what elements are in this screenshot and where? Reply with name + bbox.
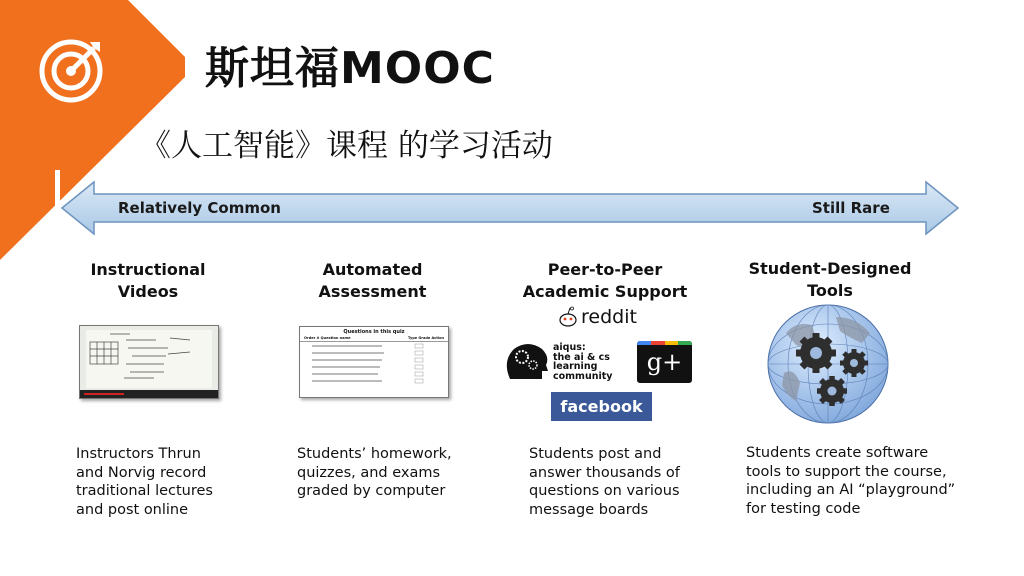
description-tools (746, 444, 955, 518)
facebook-logo: facebook (551, 392, 652, 421)
target-logo-icon (38, 38, 104, 104)
description-line: Students post and (529, 446, 662, 462)
description-line: answer thousands of (529, 464, 680, 481)
description-line: questions on various (529, 483, 680, 499)
heading-line: Videos (117, 282, 179, 301)
heading-line: Student-Designed (748, 259, 912, 278)
column-heading-peer-support (505, 259, 705, 303)
reddit-alien-icon (557, 306, 579, 328)
aiqus-line: the ai & cs (553, 351, 610, 363)
aiqus-text (553, 343, 612, 381)
description-line: Students create software (746, 445, 929, 461)
column-heading-assessment (290, 259, 455, 303)
google-plus-wordmark: g+ (646, 348, 683, 376)
description-line: and post online (76, 501, 189, 518)
description-line: traditional lectures (76, 483, 213, 499)
aiqus-line: learning (553, 361, 598, 372)
quiz-rows-graphic (300, 342, 448, 397)
description-line: quizzes, and exams (297, 464, 441, 481)
heading-line: Academic Support (522, 282, 688, 301)
column-heading-tools (740, 258, 920, 302)
description-line: message boards (529, 501, 649, 518)
description-line: for testing code (746, 500, 861, 517)
heading-line: Tools (807, 281, 853, 300)
description-line: Instructors Thrun (76, 446, 201, 462)
heading-line: Assessment (318, 282, 427, 301)
quiz-thumbnail-title: Questions in this quiz (343, 329, 405, 335)
description-peer-support (529, 445, 680, 519)
slide-title: 斯坦福MOOC (205, 43, 495, 94)
aiqus-line: community (553, 370, 613, 382)
aiqus-line: aiqus: (553, 342, 586, 353)
google-plus-logo (637, 341, 692, 383)
heading-line: Peer-to-Peer (547, 260, 663, 279)
globe-gears-icon (766, 303, 890, 425)
column-heading-videos (68, 259, 228, 303)
description-line: and Norvig record (76, 464, 207, 481)
heading-line: Automated (322, 260, 423, 279)
heading-line: Instructional (90, 260, 206, 279)
description-line: graded by computer (297, 483, 446, 499)
description-line: Students’ homework, (297, 446, 452, 462)
slide-subtitle: 《人工智能》课程 的学习活动 (140, 128, 553, 164)
reddit-wordmark: reddit (581, 306, 637, 328)
description-videos (76, 445, 213, 519)
lecture-video-thumbnail (79, 325, 219, 399)
spectrum-right-label: Still Rare (812, 199, 890, 217)
aiqus-head-gears-icon (500, 341, 550, 381)
spectrum-left-label: Relatively Common (118, 199, 281, 217)
description-line: including an AI “playground” (746, 482, 956, 498)
quiz-screenshot-thumbnail (299, 326, 449, 398)
quiz-header-right: Type Grade Action (408, 336, 444, 340)
quiz-thumbnail-header (300, 335, 448, 342)
description-assessment (297, 445, 452, 501)
description-line: tools to support the course, (746, 463, 947, 480)
quiz-header-left: Order # Question name (304, 336, 351, 340)
reddit-logo (557, 306, 637, 328)
